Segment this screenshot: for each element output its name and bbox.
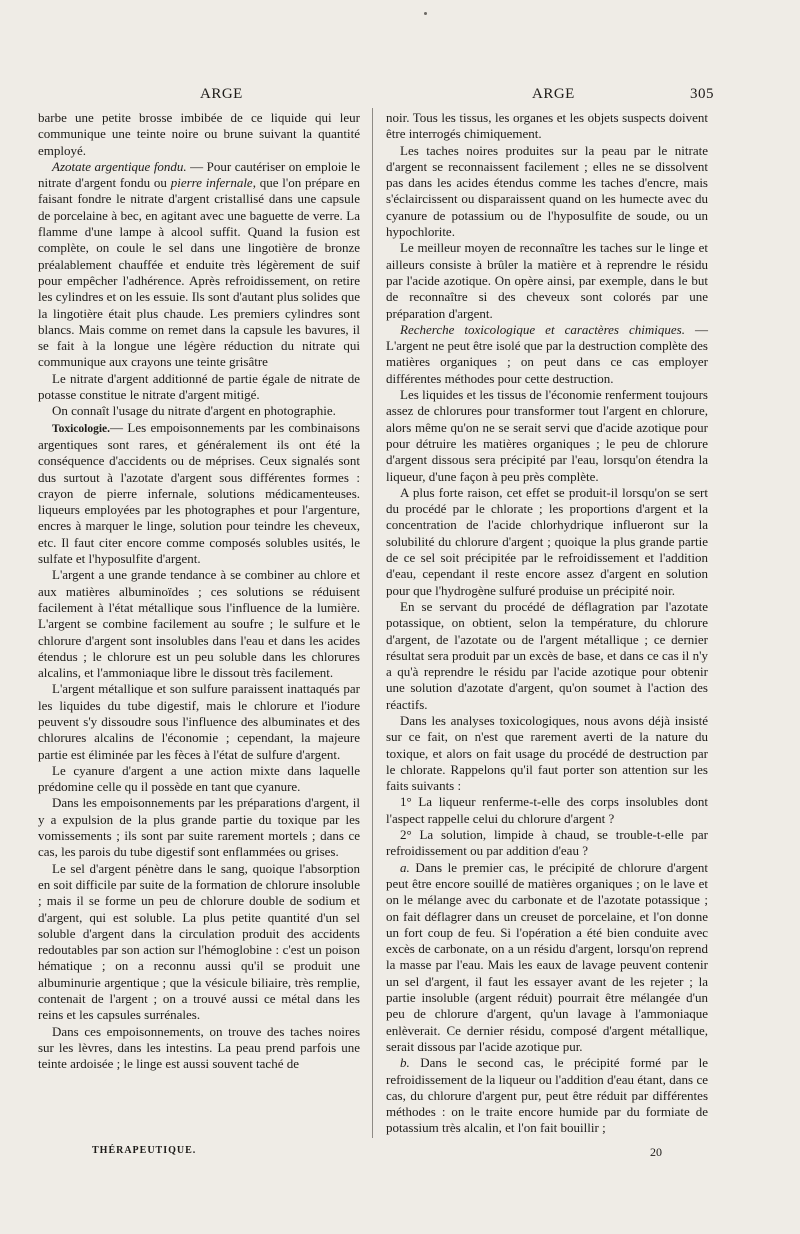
paragraph-text: — L'argent ne peut être isolé que par la destruction complète des matières organiques ; on peut dans ce cas employer différentes méthodes pour cette destruction. [386,321,708,386]
paragraph [386,1055,708,1136]
page-number: 305 [690,86,714,102]
italic-lead: a. [400,859,410,875]
paragraph-text: Dans le second cas, le précipité formé par le refroidissement de la liqueur ou l'addition d'eau étant, dans ce cas, du chlorure d'argent pur, peut être réduit par différentes méthodes : on le traite encore humide par du formiate de potassium très alcalin, et l'on fait bouillir ; [386,1055,708,1136]
column-divider [372,108,373,1138]
paragraph [386,322,708,387]
paragraph-text: En se servant du procédé de déflagration par l'azotate potassique, on obtient, selon la température, du chlorure d'argent, de l'azotate ou de l'argent métallique ; ce dernier résultat sera produit par un excès de base, et dans ce cas il n'y a qu'à reprendre le résidu par l'acide azotique pour obtenir une solution d'azotate d'argent, qu'on soumet à l'action des réactifs. [386,598,708,712]
paragraph [38,795,360,860]
paragraph [38,420,360,568]
paragraph-text: 1° La liqueur renferme-t-elle des corps insolubles dont l'aspect rappelle celui du chlorure d'argent ? [386,794,708,826]
paragraph [38,159,360,371]
paragraph [386,143,708,241]
paragraph [386,110,708,143]
print-speck [424,12,427,15]
paragraph-text: Dans les empoisonnements par les préparations d'argent, il y a expulsion de la plus grande partie du toxique par les vomissements ; ils sont par suite rarement mortels ; dans ce cas, les parois du tube digestif sont enflammées ou grises. [38,795,360,860]
paragraph-text: — Pour cautériser on emploie le nitrate d'argent fondu ou [38,158,360,191]
running-head-right: ARGE [532,86,575,102]
paragraph-text: Dans le premier cas, le précipité de chlorure d'argent peut être encore souillé de matières organiques ; on le lave et on le mélange avec du carbonate et de l'azotate potassique ; on fait déflagrer dans un creuset de porcelaine, et l'on donne un fort coup de feu. Si l'opération a été bien conduite avec excès de carbonate, on a un résidu d'argent, lorsqu'on reprend la masse par l'eau. Mais les eaux de lavage peuvent contenir un sel d'argent, il faut les essayer avant de les rejeter ; la partie insoluble (argent réduit) pourrait être mélangée d'un peu de chlorure d'argent, qu'un lavage à l'ammoniaque enlèverait. Ce dernier résidu, composé d'argent métallique, serait dissous par l'acide azotique pur. [386,859,708,1054]
paragraph [386,794,708,827]
paragraph-text: Les liquides et les tissus de l'économie renferment toujours assez de chlorures pour transformer tout l'argent en chlorure, alors même qu'on ne se serait servi que d'acide azotique pour pour détruire les matières organiques ; le peu de chlorure d'argent dissous sera précipité par l'eau, lorsqu'on étendra la liqueur, d'une façon à peu près complète. [386,387,708,484]
paragraph-text: L'argent métallique et son sulfure paraissent inattaqués par les liquides du tube digestif, mais le chlorure et l'iodure peuvent s'y dissoudre sous l'influence des albuminates et des chlorures alcalins de l'économie ; cependant, la majeure partie est éliminée par les fèces à l'état de sulfure d'argent. [38,681,360,762]
italic-term: pierre infernale [170,175,253,191]
paragraph-text: Dans les analyses toxicologiques, nous avons déjà insisté sur ce fait, on n'est que rarement averti de la nature du toxique, et alors on fait usage du procédé de destruction par le chlorate. Rappelons qu'il faut porter son attention sur les faits suivants : [386,712,708,794]
paragraph [38,1024,360,1073]
right-column [386,110,708,1137]
italic-lead: Recherche toxicologique et caractères chimiques. [400,321,685,337]
italic-lead: Azotate argentique fondu. [52,158,187,174]
paragraph [38,110,360,159]
paragraph-text: 2° La solution, limpide à chaud, se trouble-t-elle par refroidissement ou par addition d'eau ? [386,827,708,859]
paragraph [38,861,360,1024]
paragraph [38,371,360,404]
paragraph [386,827,708,860]
paragraph-text: Le nitrate d'argent additionné de partie égale de nitrate de potasse constitue le nitrate d'argent mitigé. [38,370,360,403]
paragraph-text: Le sel d'argent pénètre dans le sang, quoique l'absorption en soit difficile par suite de la formation de chlorure insoluble ; mais il se forme un peu de chlorure double de sodium et d'argent, qui est soluble. La plus petite quantité d'un sel soluble d'argent dans la circulation produit des accidents redoutables par son action sur l'hémoglobine : c'est un poison hématique ; on a reconnu aussi qu'il se produit une albuminurie argentique ; que la vésicule biliaire, très remplie, contenait de l'argent ; on a trouvé aussi ce métal dans les reins et les capsules surrénales. [38,860,360,1023]
paragraph [38,763,360,796]
paragraph [386,387,708,485]
paragraph-text: Dans ces empoisonnements, on trouve des taches noires sur les lèvres, dans les intestins. La peau prend parfois une teinte ardoisée ; le linge est aussi souvent taché de [38,1023,360,1072]
paragraph [38,403,360,419]
paragraph-text: noir. Tous les tissus, les organes et les objets suspects doivent être interrogés chimiquement. [386,110,708,142]
paragraph [38,681,360,762]
signature-number: 20 [650,1145,662,1159]
paragraph-text: A plus forte raison, cet effet se produit-il lorsqu'on se sert du procédé par le chlorate ; les proportions d'argent et la concentration de l'acide chlorhydrique influeront sur la solubilité du chlorure d'argent ; quoique la plus grande partie de ce sel soit précipitée par le refroidissement et l'addition d'eau, cependant il reste encore assez d'argent en solution pour que l'hydrogène sulfuré produise un précipité noir. [386,484,708,598]
left-column [38,110,360,1073]
italic-lead: b. [400,1055,410,1071]
signature-mark: THÉRAPEUTIQUE. [92,1145,197,1156]
paragraph-text: Les taches noires produites sur la peau par le nitrate d'argent se reconnaissent facilement ; elles ne se dissolvent pas dans les acides étendus comme les taches d'encre, mais s'éclaircissent ou disparaissent quand on les humecte avec du cyanure de potassium ou de l'hyposulfite de soude, ou un hypochlorite. [386,142,708,240]
paragraph [386,485,708,599]
paragraph [386,713,708,794]
running-head-left: ARGE [200,86,243,102]
paragraph [386,240,708,321]
paragraph-text: — Les empoisonnements par les combinaisons argentiques sont rares, et généralement ils ont été la conséquence d'accidents ou de méprises. Ceux signalés sont dus surtout à l'azotate d'argent sous différentes formes : crayon de pierre infernale, solutions médicamenteuses. liqueurs employées par les photographes et pour l'argenture, encres à marquer le linge, solution pour teindre les cheveux, etc. Il faut citer encore comme composés solubles usités, le sulfate et l'hyposulfite d'argent. [38,419,360,567]
paragraph-text: Le meilleur moyen de reconnaître les taches sur le linge et ailleurs consiste à brûler la matière et à reprendre le résidu par l'acide azotique. On opère ainsi, par exemple, dans le but de reconnaître si des cheveux sont colorés par une préparation d'argent. [386,240,708,321]
paragraph-text: barbe une petite brosse imbibée de ce liquide qui leur communique une teinte noire ou brune suivant la quantité employé. [38,110,360,158]
paragraph-text: Le cyanure d'argent a une action mixte dans laquelle prédomine celle qu il possède en tant que cyanure. [38,762,360,795]
paragraph-text: L'argent a une grande tendance à se combiner au chlore et aux matières albuminoïdes ; ces solutions se réduisent facilement à l'état métallique sous l'influence de la lumière. L'argent se combine facilement au soufre ; le sulfure et le chlorure d'argent sont insolubles dans l'eau et dans les acides étendus ; le chlorure est un peu soluble dans les chlorures alcalins, et l'ammoniaque libre le dissout très facilement. [38,567,360,681]
section-heading: Toxicologie. [52,422,111,435]
paragraph [38,567,360,681]
paragraph [386,860,708,1056]
paragraph-text: On connaît l'usage du nitrate d'argent en photographie. [52,403,336,419]
paragraph-text: , que l'on prépare en faisant fondre le nitrate d'argent cristallisé dans une capsule de porcelaine à bec, en agitant avec une baguette de verre. La flamme d'une lampe à alcool suffit. Quand la fusion est complète, on coule le sel dans une lingotière de bronze préalablement chauffée et enduite très légèrement de suif pour empêcher l'adhérence. Après refroidissement, on retire les cylindres et on les essuie. Ils sont d'autant plus solides que la lingotière était plus chaude. Les premiers cylindres sont blancs. Mais comme on remet dans la capsule les bavures, il se fait à la longue une légère réduction du nitrate qui communique aux crayons une teinte grisâtre [38,175,360,370]
paragraph [386,599,708,713]
